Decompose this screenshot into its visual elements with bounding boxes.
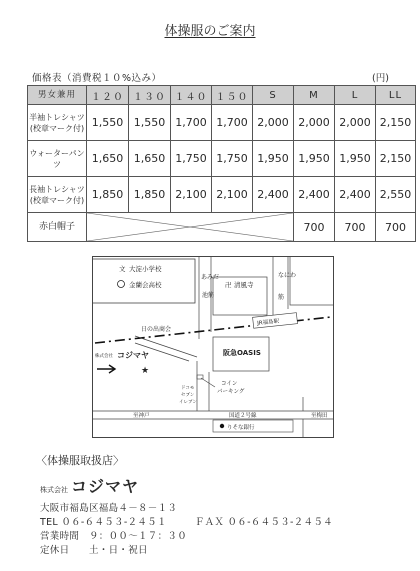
supermarket-block [213,337,269,371]
price-table-header-row [28,86,416,105]
store-fax: ＦＡＸ ０６-６４５３-２４５４ [194,517,333,528]
bank-label: りそな銀行 [227,425,255,431]
cross-mark [87,213,293,241]
amida-street-label-2: 池筋 [202,292,215,299]
price-cell: 700 [294,213,335,242]
price-cell: 1,650 [87,141,129,177]
size-header: S [253,86,294,105]
price-row-long-sleeve [28,177,416,213]
row-label: ウォーターパンツ [28,141,87,177]
shopping-street-label: 日の出商会 [141,326,172,333]
store-kabu: 株式会社 [40,486,68,494]
price-cell: 1,950 [335,141,376,177]
price-cell: 2,400 [294,177,335,213]
temple-block [213,277,267,315]
parking-label-2: パーキング [217,389,245,395]
price-cell: 700 [335,213,376,242]
not-available-cell [87,213,294,242]
school-block [93,259,195,303]
size-header: LL [376,86,416,105]
price-cell: 2,400 [335,177,376,213]
star-icon: ★ [141,366,150,376]
price-cell: 1,700 [212,105,253,141]
price-cell: 1,550 [87,105,129,141]
price-cell: 1,950 [253,141,294,177]
size-header: １３０ [129,86,171,105]
price-cell: 1,700 [171,105,212,141]
high-school-label: 金蘭会高校 [129,281,162,289]
store-brand: コジマヤ [71,477,140,496]
route-2-label: 国道２号線 [229,413,257,419]
store-phone-line [40,514,333,528]
bank-block [213,420,293,432]
naniwa-street-label-2: 筋 [278,294,285,301]
direction-west-label: 至神戸 [133,413,150,419]
price-cell: 1,650 [129,141,171,177]
row-label: 赤白帽子 [28,213,87,242]
direction-east-label: 至梅田 [311,413,328,419]
conv-label-1: ドコモ [181,386,195,391]
price-cell: 2,150 [376,141,416,177]
size-header: M [294,86,335,105]
parking-block [197,375,245,395]
price-cell: 2,100 [212,177,253,213]
conv-label-2: セブン [181,393,195,398]
price-cell: 700 [376,213,416,242]
price-cell: 1,850 [87,177,129,213]
price-cell: 2,400 [253,177,294,213]
store-address: 大阪市福島区福島４－８－１３ [40,503,178,514]
price-table-caption: 価格表（消費税１０%込み） [32,73,162,84]
bank-icon [220,424,224,428]
page-title: 体操服のご案内 [164,24,256,39]
school-icon: 文 [119,265,126,273]
price-cell: 1,950 [294,141,335,177]
row-label: 長袖トレシャツ (校章マーク付) [28,177,87,213]
store-heading: 〈体操服取扱店〉 [36,454,124,467]
high-school-icon [118,281,125,288]
size-header: L [335,86,376,105]
conv-label-3: イレブン [179,400,197,405]
temple-label: 清風寺 [234,281,254,289]
price-cell: 1,850 [129,177,171,213]
price-cell: 1,750 [212,141,253,177]
size-header: １５０ [212,86,253,105]
header-label-cell: 男女兼用 [28,86,87,105]
access-map-drawing [93,257,333,437]
price-cell: 1,750 [171,141,212,177]
store-name-label: コジマヤ [117,351,149,360]
amida-street [199,257,219,339]
arrow-icon [97,365,115,373]
price-cell: 2,000 [335,105,376,141]
price-row-cap [28,213,416,242]
price-row-water-pants [28,141,416,177]
station-label: JR福島駅 [256,318,280,327]
temple-icon: 卍 [225,281,232,289]
store-logo [40,474,139,497]
size-header: １２０ [87,86,129,105]
price-cell: 2,000 [253,105,294,141]
naniwa-street-label-1: なにわ [278,272,297,279]
school-label: 大淀小学校 [129,265,162,273]
store-hours: 営業時間 ９：００～１７：３０ [40,531,188,542]
convenience-store [179,361,209,411]
price-cell: 2,100 [171,177,212,213]
price-cell: 2,000 [294,105,335,141]
size-header: １４０ [171,86,212,105]
supermarket-label: 阪急OASIS [223,349,261,357]
store-marker [95,351,149,376]
naniwa-street [273,257,333,315]
price-row-short-sleeve [28,105,416,141]
price-cell: 2,550 [376,177,416,213]
price-unit-note: (円) [372,73,389,84]
store-kabu-label: 株式会社 [95,354,113,359]
price-cell: 1,550 [129,105,171,141]
amida-street-label-1: あみだ [201,274,220,281]
access-map [92,256,334,438]
row-label: 半袖トレシャツ (校章マーク付) [28,105,87,141]
store-closed-days: 定休日 土・日・祝日 [40,545,148,556]
parking-label-1: コイン [221,381,238,387]
price-cell: 2,150 [376,105,416,141]
store-tel: TEL ０６-６４５３-２４５１ [40,517,167,528]
price-table [27,85,416,242]
